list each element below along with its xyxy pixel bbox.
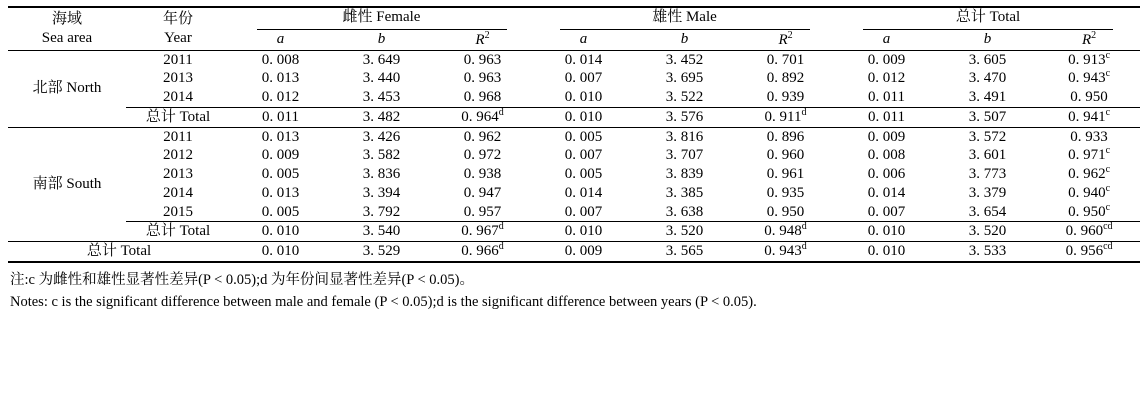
note-zh: 注:c 为雌性和雄性显著性差异(P < 0.05);d 为年份间显著性差异(P < 0.05)。 xyxy=(10,271,474,288)
value-cell: 0. 963 xyxy=(432,50,533,69)
header-group-total-label: 总计 Total xyxy=(863,8,1113,30)
value-cell: 3. 529 xyxy=(331,242,432,262)
value-cell: 0. 006 xyxy=(867,166,906,182)
header-group-male xyxy=(533,7,836,30)
year-cell: 2014 xyxy=(163,89,193,105)
year-cell: 2011 xyxy=(126,50,230,69)
header-group-total xyxy=(836,7,1140,30)
value-cell: 3. 491 xyxy=(968,89,1007,105)
value-cell: 3. 649 xyxy=(331,50,432,69)
value-cell: 0. 960 xyxy=(766,147,805,164)
table-row xyxy=(8,165,1140,184)
year-cell: 2015 xyxy=(163,203,193,220)
value-cell: 0. 008 xyxy=(230,50,331,69)
note-en: Notes: c is the significant difference between male and female (P < 0.05);d is the significant difference between years (P < 0.05). xyxy=(10,294,757,311)
value-cell: 3. 601 xyxy=(968,147,1007,164)
table-row xyxy=(8,184,1140,203)
value-cell: 0. $960^{cd}$ xyxy=(1038,222,1140,242)
value-cell: 0. 014 xyxy=(533,50,634,69)
value-cell: 3. 605 xyxy=(937,50,1038,69)
value-cell: 0. 009 xyxy=(533,242,634,262)
value-cell: 3. 839 xyxy=(665,166,704,182)
header-sea-area-en: Sea area xyxy=(41,29,93,46)
header-group-male-label: 雄性 Male xyxy=(560,8,810,30)
value-cell: 3. 540 xyxy=(331,222,432,242)
value-cell: 3. 572 xyxy=(937,127,1038,146)
value-cell: 3. 520 xyxy=(634,222,735,242)
year-cell: 2013 xyxy=(163,70,193,87)
value-cell: 0. 966$^d$ xyxy=(432,242,533,262)
value-cell: 0. 913$^c$ xyxy=(1038,50,1140,69)
value-cell: 0. 013 xyxy=(261,184,300,201)
header-year-zh: 年份 xyxy=(162,11,193,27)
value-cell: 0. 938 xyxy=(463,166,502,182)
value-cell: 0. 010 xyxy=(230,242,331,262)
value-cell: 3. 426 xyxy=(331,127,432,146)
value-cell: 3. 792 xyxy=(362,203,401,220)
value-cell: 3. 533 xyxy=(937,242,1038,262)
value-cell: 3. 452 xyxy=(634,50,735,69)
subheader-male-r2: $R^2$ xyxy=(778,29,793,48)
header-group-female-label: 雌性 Female xyxy=(257,8,507,30)
table-row xyxy=(8,88,1140,107)
value-cell: 3. 440 xyxy=(362,70,401,87)
value-cell: 3. 507 xyxy=(937,107,1038,127)
value-cell: 0. 010 xyxy=(533,222,634,242)
value-cell: 0. 950 xyxy=(1070,89,1108,105)
value-cell: 3. 638 xyxy=(665,203,704,220)
subheader-male-a: a xyxy=(579,31,588,48)
year-cell: 2014 xyxy=(163,184,193,201)
header-sea-area xyxy=(8,7,126,50)
length-weight-parameters-table xyxy=(8,6,1140,263)
header-sea-area-zh: 海域 xyxy=(51,11,82,27)
value-cell: 0. 962 xyxy=(432,127,533,146)
value-cell: 0. 933 xyxy=(1038,127,1140,146)
value-cell: 0. 010 xyxy=(230,222,331,242)
value-cell: 0. 009 xyxy=(836,50,937,69)
value-cell: 0. 011 xyxy=(868,89,905,105)
value-cell: 3. 482 xyxy=(331,107,432,127)
value-cell: 3. 470 xyxy=(968,70,1007,87)
value-cell: 0. 009 xyxy=(836,127,937,146)
header-group-female xyxy=(230,7,533,30)
value-cell: 0. 947 xyxy=(463,184,502,201)
table-row xyxy=(8,107,1140,127)
table-head xyxy=(8,7,1140,50)
subheader-total-a: a xyxy=(882,31,891,48)
value-cell: 0. 005 xyxy=(261,166,300,182)
grand-total-label: 总计 Total xyxy=(8,242,230,262)
value-cell: 0. 014 xyxy=(564,184,603,201)
value-cell: 0. 013 xyxy=(230,127,331,146)
value-cell: 0. 941$^c$ xyxy=(1038,107,1140,127)
value-cell: 0. 009 xyxy=(261,147,300,164)
value-cell: 3. 453 xyxy=(362,89,401,105)
subheader-total-r2: $R^2$ xyxy=(1081,29,1097,48)
value-cell: 3. 582 xyxy=(362,147,401,164)
table-row xyxy=(8,127,1140,146)
value-cell: 3. 520 xyxy=(937,222,1038,242)
table-row xyxy=(8,146,1140,165)
header-year xyxy=(126,7,230,50)
value-cell: 0. 964$^d$ xyxy=(432,107,533,127)
value-cell: 0. 011 xyxy=(836,107,937,127)
value-cell: 3. 379 xyxy=(968,184,1007,201)
value-cell: 0. 014 xyxy=(867,184,906,201)
value-cell: 0. 701 xyxy=(735,50,836,69)
header-group-row xyxy=(8,7,1140,30)
value-cell: 3. 394 xyxy=(362,184,401,201)
section-total-label: 总计 Total xyxy=(126,107,230,127)
value-cell: 3. 836 xyxy=(362,166,401,182)
value-cell: 0. 911$^d$ xyxy=(735,107,836,127)
value-cell: 0. 943$^c$ xyxy=(1068,68,1111,87)
value-cell: 0. 012 xyxy=(261,89,300,105)
value-cell: 3. 385 xyxy=(665,184,704,201)
value-cell: 0. 010 xyxy=(564,89,603,105)
value-cell: 0. 010 xyxy=(836,242,937,262)
value-cell: 0. 971$^c$ xyxy=(1068,145,1111,164)
value-cell: 3. 565 xyxy=(634,242,735,262)
value-cell: 0. 010 xyxy=(533,107,634,127)
value-cell: 0. 896 xyxy=(735,127,836,146)
value-cell: 0. 961 xyxy=(766,166,805,182)
year-cell: 2012 xyxy=(163,147,193,164)
value-cell: 0. 005 xyxy=(533,127,634,146)
sea-area-cell: 北部 North xyxy=(8,50,126,127)
value-cell: 0. 007 xyxy=(564,70,603,87)
value-cell: 0. 013 xyxy=(261,70,300,87)
table-notes xyxy=(8,269,1041,314)
value-cell: 0. 939 xyxy=(766,89,805,105)
value-cell: 0. 963 xyxy=(463,70,502,87)
table-body xyxy=(8,50,1140,262)
year-cell: 2013 xyxy=(163,166,193,182)
value-cell: 3. 707 xyxy=(665,147,704,164)
value-cell: 0. 968 xyxy=(463,89,502,105)
subheader-female-a: a xyxy=(276,31,285,48)
table-row xyxy=(8,50,1140,69)
section-total-label: 总计 Total xyxy=(126,222,230,242)
table-row xyxy=(8,69,1140,88)
value-cell: 0. 008 xyxy=(867,147,906,164)
header-year-en: Year xyxy=(164,29,192,46)
value-cell: 0. 892 xyxy=(766,70,805,87)
value-cell: 0. 957 xyxy=(463,203,502,220)
value-cell: 0. 935 xyxy=(766,184,805,201)
value-cell: 0. 007 xyxy=(867,203,906,220)
value-cell: 0. 005 xyxy=(564,166,603,182)
value-cell: 0. 962$^c$ xyxy=(1068,164,1111,182)
table-row xyxy=(8,203,1140,222)
value-cell: 0. 012 xyxy=(867,70,906,87)
subheader-female-r2: $R^2$ xyxy=(475,29,490,48)
value-cell: 3. 522 xyxy=(665,89,704,105)
value-cell: 0. 010 xyxy=(836,222,937,242)
value-cell: 0. 950 xyxy=(766,203,805,220)
value-cell: 0. 940$^c$ xyxy=(1068,182,1111,201)
value-cell: 0. 972 xyxy=(463,147,502,164)
grand-total-row xyxy=(8,242,1140,262)
value-cell: 0. 007 xyxy=(564,147,603,164)
table-row xyxy=(8,222,1140,242)
year-cell: 2011 xyxy=(126,127,230,146)
value-cell: 3. 695 xyxy=(665,70,704,87)
value-cell: 0. 007 xyxy=(564,203,603,220)
value-cell: 3. 576 xyxy=(634,107,735,127)
value-cell: 0. 943$^d$ xyxy=(735,242,836,262)
value-cell: 0. 948$^d$ xyxy=(735,222,836,242)
value-cell: 0. 967$^d$ xyxy=(432,222,533,242)
sea-area-cell: 南部 South xyxy=(8,127,126,242)
value-cell: 3. 816 xyxy=(634,127,735,146)
value-cell: 0. 950$^c$ xyxy=(1068,201,1111,220)
value-cell: 3. 654 xyxy=(968,203,1007,220)
subheader-female-b: b xyxy=(377,31,386,48)
subheader-total-b: b xyxy=(983,31,992,48)
value-cell: 0. 011 xyxy=(230,107,331,127)
value-cell: 0. $956^{cd}$ xyxy=(1038,242,1140,262)
value-cell: 0. 005 xyxy=(261,203,300,220)
subheader-male-b: b xyxy=(680,31,689,48)
value-cell: 3. 773 xyxy=(968,166,1007,182)
